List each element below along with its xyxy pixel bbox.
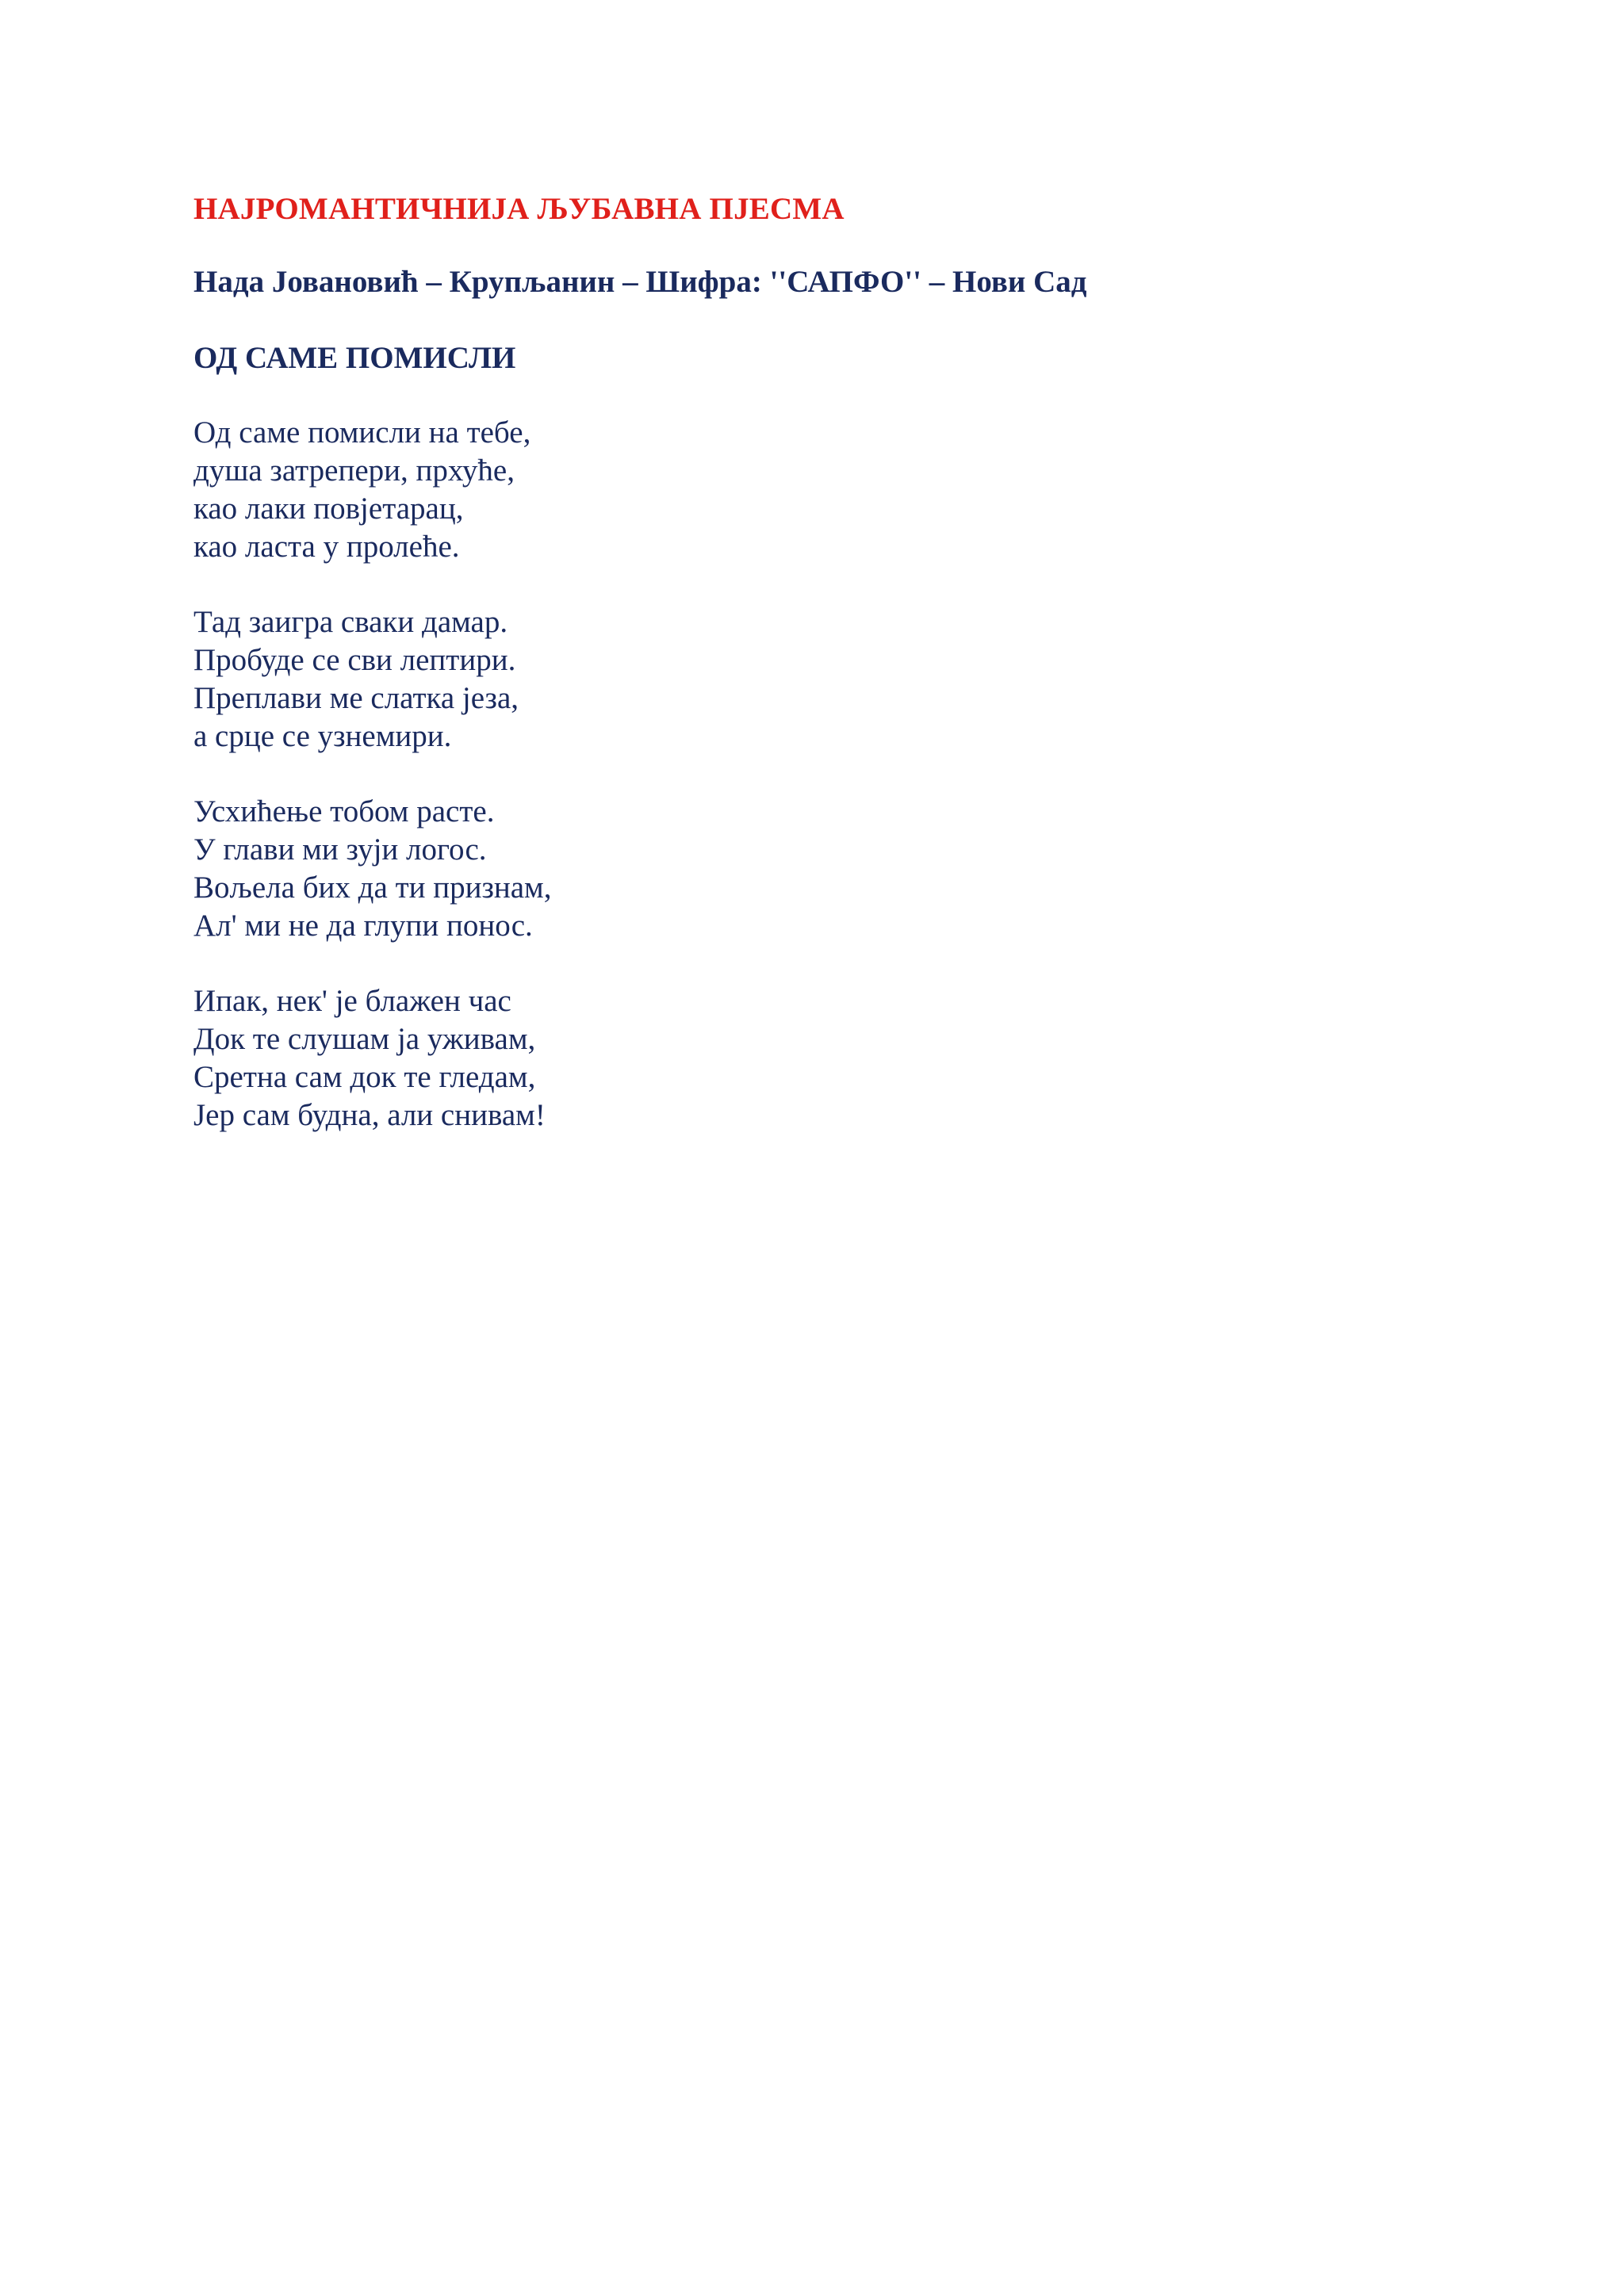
poem-line: Усхићење тобом расте.	[193, 794, 495, 828]
poem-line: Вољела бих да ти признам,	[193, 871, 552, 905]
stanza-1	[193, 414, 1542, 566]
poem-line: Од саме помисли на тебе,	[193, 415, 531, 450]
poem-title: ОД САМЕ ПОМИСЛИ	[193, 341, 516, 375]
poem-line: Јер сам будна, али снивам!	[193, 1098, 546, 1132]
poem-stanzas	[193, 414, 1542, 1135]
poem-line: као лаки повјетарац,	[193, 492, 464, 526]
document-header: НАЈРОМАНТИЧНИЈА ЉУБАВНА ПЈЕСМА	[193, 192, 845, 226]
poem-line: Сретна сам док те гледам,	[193, 1060, 536, 1094]
poem-line: а срце се узнемири.	[193, 719, 452, 753]
poem-line: Пробуде се сви лептири.	[193, 643, 516, 677]
poem-line: Преплави ме слатка језа,	[193, 681, 519, 715]
poem-line: Ал' ми не да глупи понос.	[193, 909, 533, 943]
poem-line: Тад заигра сваки дамар.	[193, 605, 508, 639]
document-body	[193, 190, 1542, 1172]
stanza-3	[193, 793, 1542, 945]
stanza-4	[193, 982, 1542, 1135]
poem-line: Ипак, нек' је блажен час	[193, 984, 511, 1018]
poem-line: Док те слушам ја уживам,	[193, 1022, 536, 1056]
author-byline: Нада Јовановић – Крупљанин – Шифра: ''САПФО'' – Нови Сад	[193, 265, 1087, 299]
poem-line: У глави ми зуји логос.	[193, 832, 487, 867]
poem-line: душа затрепери, прхуће,	[193, 453, 515, 488]
poem-line: као ласта у пролеће.	[193, 530, 460, 564]
stanza-2	[193, 603, 1542, 756]
